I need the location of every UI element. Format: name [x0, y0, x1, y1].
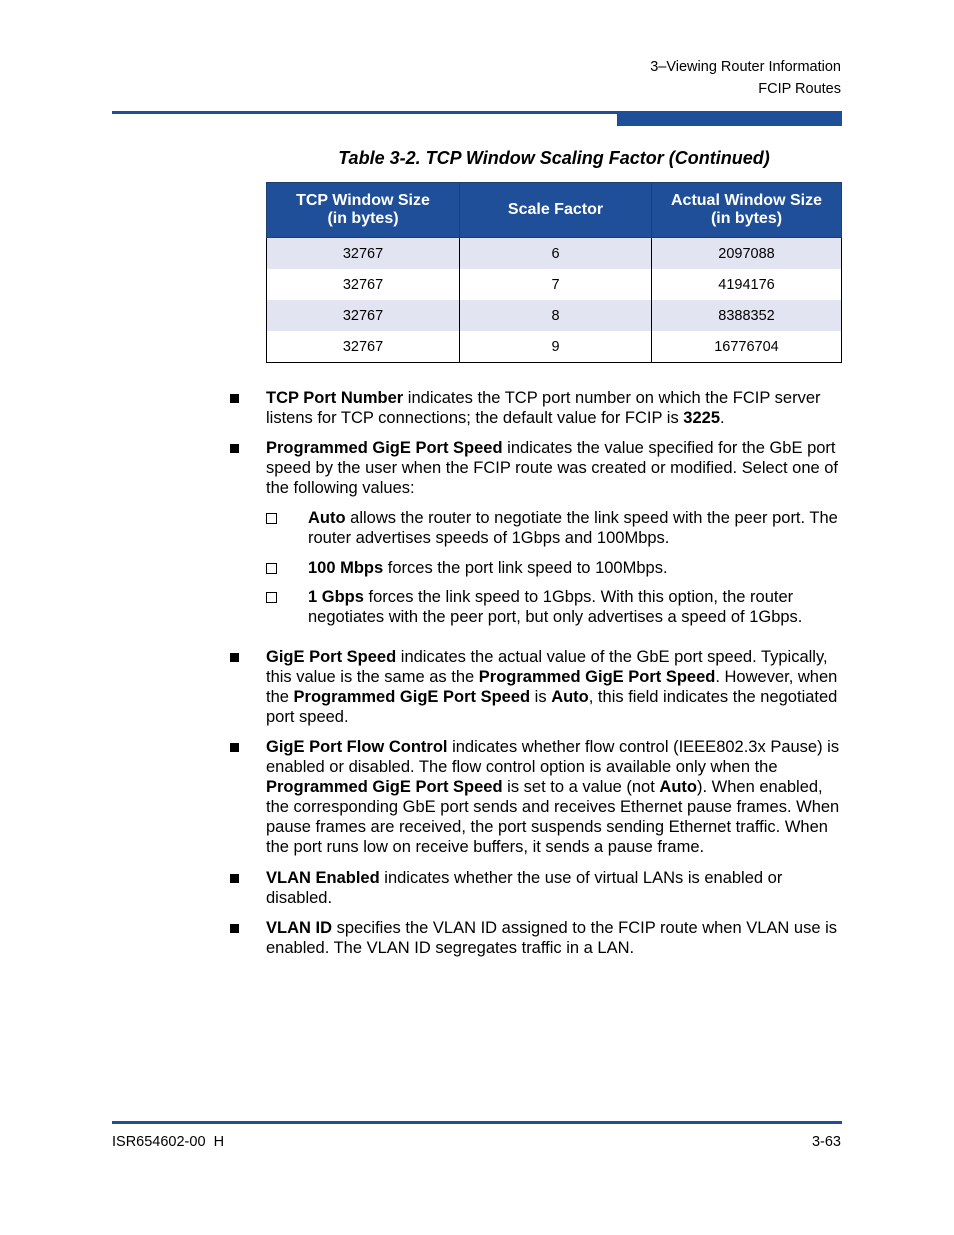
bullet-term: GigE Port Speed: [266, 648, 397, 666]
table-cell: 32767: [267, 331, 460, 363]
footer-page-number: 3-63: [811, 1134, 841, 1150]
bullet-text: is set to a value (not: [502, 778, 660, 796]
bullet-text: indicates the TCP port number on which the FCIP server listens for TCP connections; the default value for FCIP is: [266, 389, 821, 427]
option-term: 100 Mbps: [308, 559, 384, 577]
table-row: [267, 300, 842, 331]
header-tab-bar: [617, 111, 842, 126]
checkbox-bullet-icon: [266, 563, 277, 574]
running-header-section: FCIP Routes: [758, 81, 841, 97]
bullet-tcp-port-number: [266, 388, 842, 428]
bullet-text: indicates whether the use of virtual LANs is enabled or disabled.: [266, 869, 783, 907]
square-bullet-icon: [224, 438, 244, 459]
bullet-vlan-enabled: [266, 868, 842, 908]
option-text: forces the port link speed to 100Mbps.: [383, 559, 668, 577]
bullet-text: specifies the VLAN ID assigned to the FCIP route when VLAN use is enabled. The VLAN ID segregates traffic in a LAN.: [266, 919, 838, 957]
bullet-term: VLAN ID: [266, 919, 332, 937]
option-term: 1 Gbps: [308, 588, 364, 606]
table-cell: 9: [460, 331, 652, 363]
option-auto: [308, 508, 842, 548]
column-header-line: (in bytes): [710, 210, 783, 227]
table-row: [267, 269, 842, 300]
square-bullet-icon: [224, 388, 244, 409]
bullet-text: indicates whether flow control (IEEE802.3x Pause) is enabled or disabled. The flow control option is available only when the: [266, 738, 840, 776]
tcp-window-scaling-table: [266, 182, 842, 363]
table-caption: Table 3-2. TCP Window Scaling Factor (Continued): [338, 148, 770, 168]
bullet-text: , this field indicates the negotiated port speed.: [266, 688, 838, 726]
bullet-text: . However, when the: [266, 668, 838, 706]
bullet-ref: Programmed GigE Port Speed: [293, 688, 531, 706]
bullet-gige-port-speed: [266, 647, 842, 727]
square-bullet-icon: [224, 647, 244, 668]
bullet-text: indicates the actual value of the GbE port speed. Typically, this value is the same as the: [266, 648, 828, 686]
option-term: Auto: [308, 509, 346, 527]
bullet-ref: Auto: [551, 688, 589, 706]
bullet-term: Programmed GigE Port Speed: [266, 439, 503, 457]
column-header-line: Scale Factor: [507, 201, 604, 218]
square-bullet-icon: [224, 868, 244, 889]
table-cell: 32767: [267, 269, 460, 300]
bullet-text: is: [530, 688, 552, 706]
bullet-text: indicates the value specified for the GbE port speed by the user when the FCIP route was created or modified. Select one of the following values:: [266, 439, 839, 497]
running-header-chapter: 3–Viewing Router Information: [650, 59, 841, 75]
bullet-term: GigE Port Flow Control: [266, 738, 448, 756]
option-text: forces the link speed to 1Gbps. With this option, the router negotiates with the peer port, but only advertises a speed of 1Gbps.: [308, 588, 803, 626]
bullet-term: TCP Port Number: [266, 389, 404, 407]
bullet-programmed-gige-port-speed: [266, 438, 842, 498]
option-100-mbps: [308, 558, 842, 578]
table-cell: 32767: [267, 300, 460, 331]
table-row: [267, 331, 842, 363]
table-row: [267, 238, 842, 270]
table-cell: 4194176: [652, 269, 842, 300]
bullet-value: 3225: [683, 409, 721, 427]
bullet-vlan-id: [266, 918, 842, 958]
bullet-text: .: [720, 409, 725, 427]
square-bullet-icon: [224, 918, 244, 939]
footer-rule: [112, 1121, 842, 1124]
table-cell: 8: [460, 300, 652, 331]
bullet-ref: Programmed GigE Port Speed: [478, 668, 716, 686]
table-cell: 32767: [267, 238, 460, 270]
table-cell: 2097088: [652, 238, 842, 270]
table-cell: 7: [460, 269, 652, 300]
column-header-line: (in bytes): [327, 210, 399, 227]
option-text: allows the router to negotiate the link speed with the peer port. The router advertises speeds of 1Gbps and 100Mbps.: [308, 509, 838, 547]
bullet-gige-port-flow-control: [266, 737, 842, 857]
table-header-row: [267, 183, 842, 238]
bullet-ref: Programmed GigE Port Speed: [266, 778, 503, 796]
column-header-line: Actual Window Size: [671, 192, 822, 209]
bullet-text: ). When enabled, the corresponding GbE port sends and receives Ethernet pause frames. When pause frames are received, the port suspends sending Ethernet traffic. When the port runs low on receive buffers, it sends a pause frame.: [266, 778, 840, 856]
column-header-window-size: [267, 183, 460, 238]
footer-doc-id: ISR654602-00 H: [112, 1134, 225, 1150]
table-cell: 8388352: [652, 300, 842, 331]
square-bullet-icon: [224, 737, 244, 758]
checkbox-bullet-icon: [266, 513, 277, 524]
table-cell: 6: [460, 238, 652, 270]
column-header-line: TCP Window Size: [296, 192, 430, 209]
table-cell: 16776704: [652, 331, 842, 363]
bullet-term: VLAN Enabled: [266, 869, 380, 887]
column-header-scale-factor: [460, 183, 652, 238]
bullet-ref: Auto: [659, 778, 697, 796]
option-1-gbps: [308, 587, 842, 627]
column-header-actual-window-size: [652, 183, 842, 238]
checkbox-bullet-icon: [266, 592, 277, 603]
